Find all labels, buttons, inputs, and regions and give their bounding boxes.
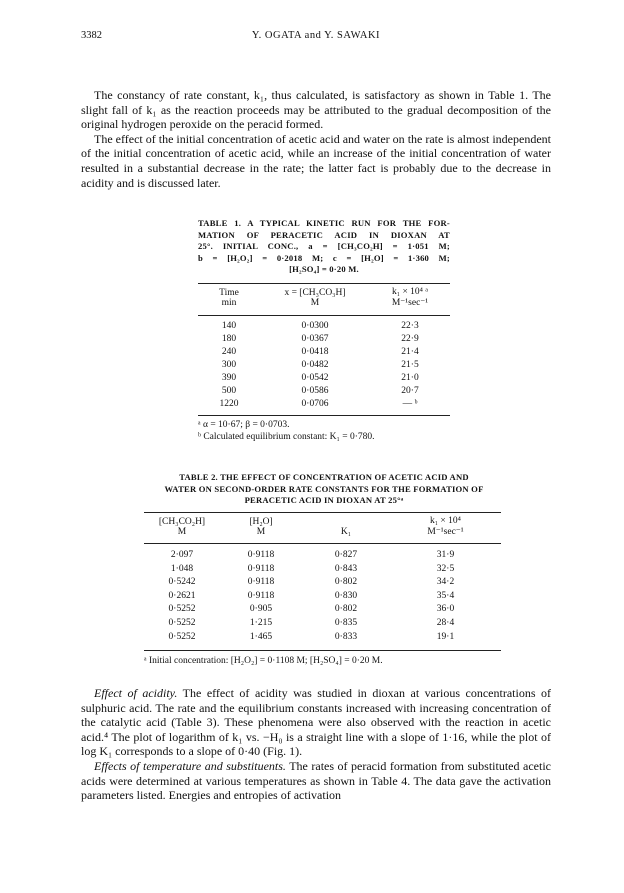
temperature-heading: Effects of temperature and substituents. [94,758,286,773]
table-cell: 0·802 [334,577,358,588]
column-unit: min [221,297,237,308]
table2-bottom-rule [144,650,501,651]
paragraph-rate-constancy: The constancy of rate constant, k₁, thus calculated, is satisfactory as shown in Table 1. The slight fall of k₁ as the reaction proceeds may be attributed to the gradual decomposition of the original hydrogen peroxide on the peracid formed. [81,88,551,132]
table2-caption-line: PERACETIC ACID IN DIOXAN AT 25°ᵃ [244,495,404,505]
table-cell: 1·465 [249,631,273,642]
table-row [144,549,501,563]
table2-body [144,549,501,644]
page-number: 3382 [81,30,102,41]
column-unit: M⁻¹sec⁻¹ [427,527,464,537]
table-cell: 390 [221,373,237,383]
table-row [198,372,450,385]
table1-col-time [198,287,260,308]
table1-caption-line: b = [H₂O₂] = 0·2018 M; c = [H₂O] = 1·360 M; [198,252,450,263]
column-unit: M [310,297,320,308]
table-row [144,631,501,645]
table-cell: 19·1 [436,631,455,642]
table2-top-rule [144,512,501,513]
table-cell: 0·2621 [168,590,196,601]
table1-header-rule [198,315,450,316]
table1-body [198,320,450,411]
acidity-heading: Effect of acidity. [94,686,178,700]
table-cell: 0·0706 [301,399,329,409]
table-cell: 0·9118 [247,563,275,574]
temperature-text: The rates of peracid formation from substituted acetic acids were determined at various temperatures as shown in Table 4. The data gave the activation parameters listed. Energies and entropies of activation [81,758,551,803]
table-cell: 0·905 [249,604,273,615]
table-cell: 28·4 [436,617,455,628]
temperature-paragraph [81,759,551,803]
table-cell: 2·097 [170,550,194,560]
table2-caption-line: TABLE 2. THE EFFECT OF CONCENTRATION OF ACETIC ACID AND [179,472,469,482]
table-cell: 500 [221,386,237,396]
table-row [144,603,501,617]
table-cell: 0·9118 [247,577,275,588]
column-header: k₁ × 10⁴ [430,516,461,526]
table-row [198,320,450,333]
column-header: Time [219,287,239,298]
table1-caption-line: 25°. INITIAL CONC., a = [CH₃CO₂H] = 1·051 M; [198,241,450,251]
table-cell: 0·0418 [301,347,329,357]
table1-footnote-b: ᵇ Calculated equilibrium constant: K₁ = 0·780. [198,432,375,442]
table-cell: 0·5242 [168,577,196,588]
table-cell: 21·0 [401,373,419,383]
table-cell: 0·0542 [301,373,329,383]
column-unit: M [256,526,266,537]
table2-col-K1 [302,516,390,537]
table1-bottom-rule [198,415,450,416]
table1-caption [198,218,450,276]
running-title: Y. OGATA and Y. SAWAKI [251,30,381,41]
paragraph-concentration-effect: The effect of the initial concentration of acetic acid and water on the rate is almost independent of the initial concentration of acetic acid, while an increase of the initial concentration of water resulted in a substantial decrease in the rate; the latter fact is probably due to the decrease in acidity and is discussed later. [81,131,551,190]
table-cell: 0·0586 [301,386,329,396]
table-cell: 20·7 [401,386,419,396]
table-cell: 0·5252 [168,617,196,628]
table-cell: 0·802 [334,604,358,615]
table2-header [144,516,501,537]
acidity-text: The effect of acidity was studied in dioxan at various concentrations of sulphuric acid. The rate and the equilibrium constants increased with increasing concentration of the catalytic acid (Table 3). These phenomena were also observed with the reaction in acetic acid.⁴ The plot of logarithm of k₁ vs. −H₀ is a straight line with a slope of 1·16, while the plot of log K₁ corresponds to a slope of 0·40 (Fig. 1). [81,686,551,759]
table-cell: 240 [221,347,237,357]
table2-col-water [220,516,302,537]
table2-caption-line: WATER ON SECOND-ORDER RATE CONSTANTS FOR THE FORMATION OF [164,483,484,494]
table-cell: 32·5 [436,563,455,574]
table-cell: 0·9118 [247,590,275,601]
table-row [198,385,450,398]
table-cell: 0·833 [334,631,358,642]
table-cell: 0·835 [334,617,358,628]
table1-top-rule [198,283,450,284]
table-cell: 0·0300 [301,321,329,331]
table1-footnote-a: ᵃ α = 10·67; β = 0·0703. [198,420,290,430]
table1-col-x [260,287,370,308]
table1-caption-line: TABLE 1. A TYPICAL KINETIC RUN FOR THE FOR- [198,218,450,228]
table-cell: 0·843 [334,563,358,574]
column-unit: M [177,526,187,537]
table-row [198,359,450,372]
table1-header [198,287,450,308]
table-cell: — ᵇ [402,399,418,409]
column-unit: M⁻¹sec⁻¹ [391,298,429,308]
column-header: K₁ [340,526,352,537]
running-header [81,30,551,44]
column-header [302,517,390,527]
table-cell: 36·0 [436,604,455,615]
table-cell: 300 [221,360,237,370]
table1-footnotes [198,419,458,443]
table2-header-rule [144,543,501,544]
table-row [144,576,501,590]
table-row [198,333,450,346]
table2-col-acetic-acid [144,516,220,537]
table1-col-k1 [370,287,450,308]
table-cell: 0·0482 [301,360,329,370]
acidity-paragraph [81,686,551,759]
table-cell: 0·9118 [247,550,275,560]
table2-col-k1 [390,516,501,537]
column-header: [CH₃CO₂H] [158,516,206,527]
table-cell: 0·5252 [168,604,196,615]
table1-caption-line: MATION OF PERACETIC ACID IN DIOXAN AT [198,229,450,240]
table-cell: 22·3 [401,321,419,331]
table-cell: 21·5 [401,360,419,370]
table-cell: 0·5252 [168,631,196,642]
table-cell: 1220 [219,399,239,409]
column-header: x = [CH₃CO₃H] [284,287,346,298]
table2-footnote: ᵃ Initial concentration: [H₂O₂] = 0·1108 M; [H₂SO₄] = 0·20 M. [144,656,383,666]
table-cell: 180 [221,334,237,344]
table-cell: 35·4 [436,590,455,601]
table-cell: 0·0367 [301,334,329,344]
table-row [144,563,501,577]
intro-text [81,88,551,190]
table-cell: 34·2 [436,577,455,588]
table2-caption [144,472,504,507]
table-row [144,617,501,631]
table-cell: 1·048 [170,563,194,574]
table-row [144,590,501,604]
table-cell: 140 [221,321,237,331]
table-cell: 22·9 [401,334,419,344]
table-cell: 1·215 [249,617,273,628]
table-row [198,398,450,411]
column-header: [H₂O] [249,516,273,527]
table-cell: 31·9 [436,550,455,560]
acidity-section [81,686,551,803]
table-cell: 0·830 [334,590,358,601]
column-header: k₁ × 10⁴ ᵃ [392,287,428,297]
table-row [198,346,450,359]
table-cell: 21·4 [401,347,419,357]
table-cell: 0·827 [334,550,358,560]
table1-caption-line: [H₂SO₄] = 0·20 M. [289,264,359,274]
